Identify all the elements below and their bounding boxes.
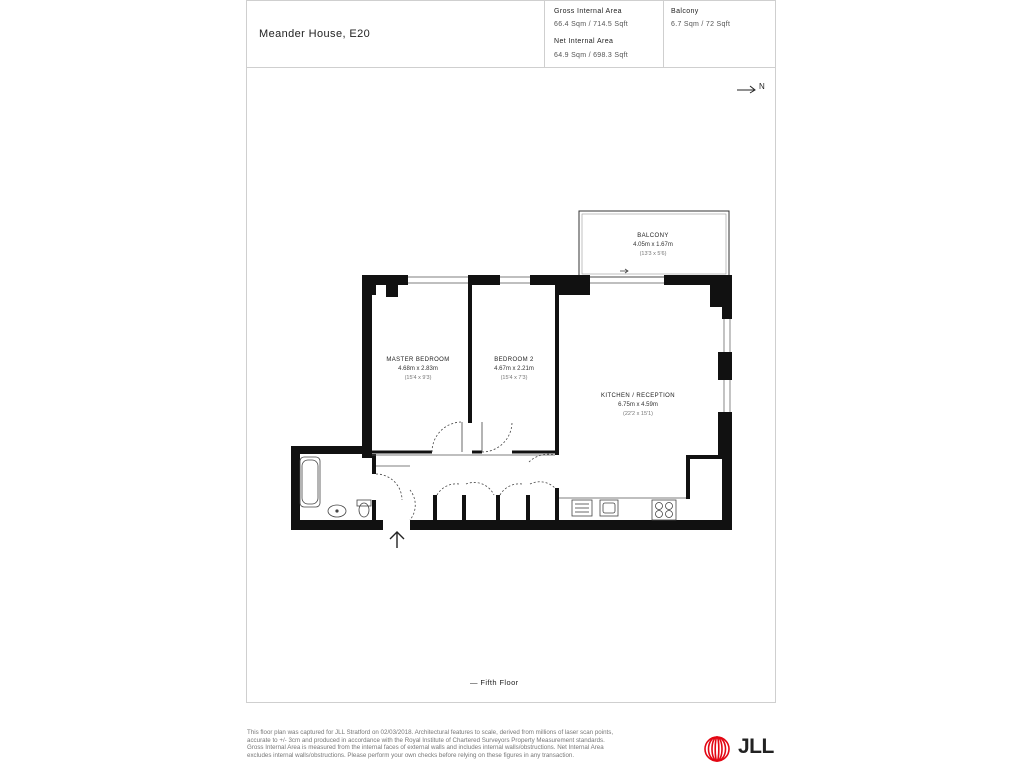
thin-lines	[372, 277, 730, 498]
floor-label: — Fifth Floor	[470, 678, 519, 687]
room-label-bedroom-2: BEDROOM 2 4.67m x 2.21m (15'4 x 7'3)	[494, 357, 534, 381]
gross-area-label: Gross Internal Area	[554, 8, 622, 15]
north-label: N	[759, 82, 765, 91]
room-label-kitchen-reception: KITCHEN / RECEPTION 6.75m x 4.59m (22'2 x 15'1)	[601, 393, 675, 417]
balcony-door-marker	[620, 269, 628, 273]
property-title: Meander House, E20	[259, 28, 371, 40]
room-label-balcony: BALCONY 4.05m x 1.67m (13'3 x 5'6)	[633, 233, 673, 257]
net-area-label: Net Internal Area	[554, 38, 614, 45]
room-label-master-bedroom: MASTER BEDROOM 4.68m x 2.83m (15'4 x 9'3)	[386, 357, 450, 381]
bathtub-icon	[300, 457, 320, 507]
gross-area-value: 66.4 Sqm / 714.5 Sqft	[554, 21, 629, 28]
kitchen-fixtures	[572, 500, 676, 520]
entrance-arrow-icon	[390, 532, 404, 548]
hob-icon	[652, 500, 676, 520]
disclaimer-text: This floor plan was captured for JLL Stratford on 02/03/2018. Architectural features to scale, derived from millions of laser scan points, accurate to +/- 3cm and produced in accordance with the Royal Institute of Chartered Surveyors Property Measurement standards. Gross Internal Area is measured from the internal faces of external walls and includes internal walls/obstructions. Net Internal Area excludes internal walls/obstructions. Please perform your own checks before relying on these figures in any transaction.	[247, 729, 614, 759]
brand-name: JLL	[738, 735, 774, 758]
net-area-value: 64.9 Sqm / 698.3 Sqft	[554, 52, 629, 59]
balcony-area-label: Balcony	[671, 8, 699, 15]
bathroom-fixtures	[300, 457, 371, 517]
balcony-area-value: 6.7 Sqm / 72 Sqft	[671, 21, 731, 28]
